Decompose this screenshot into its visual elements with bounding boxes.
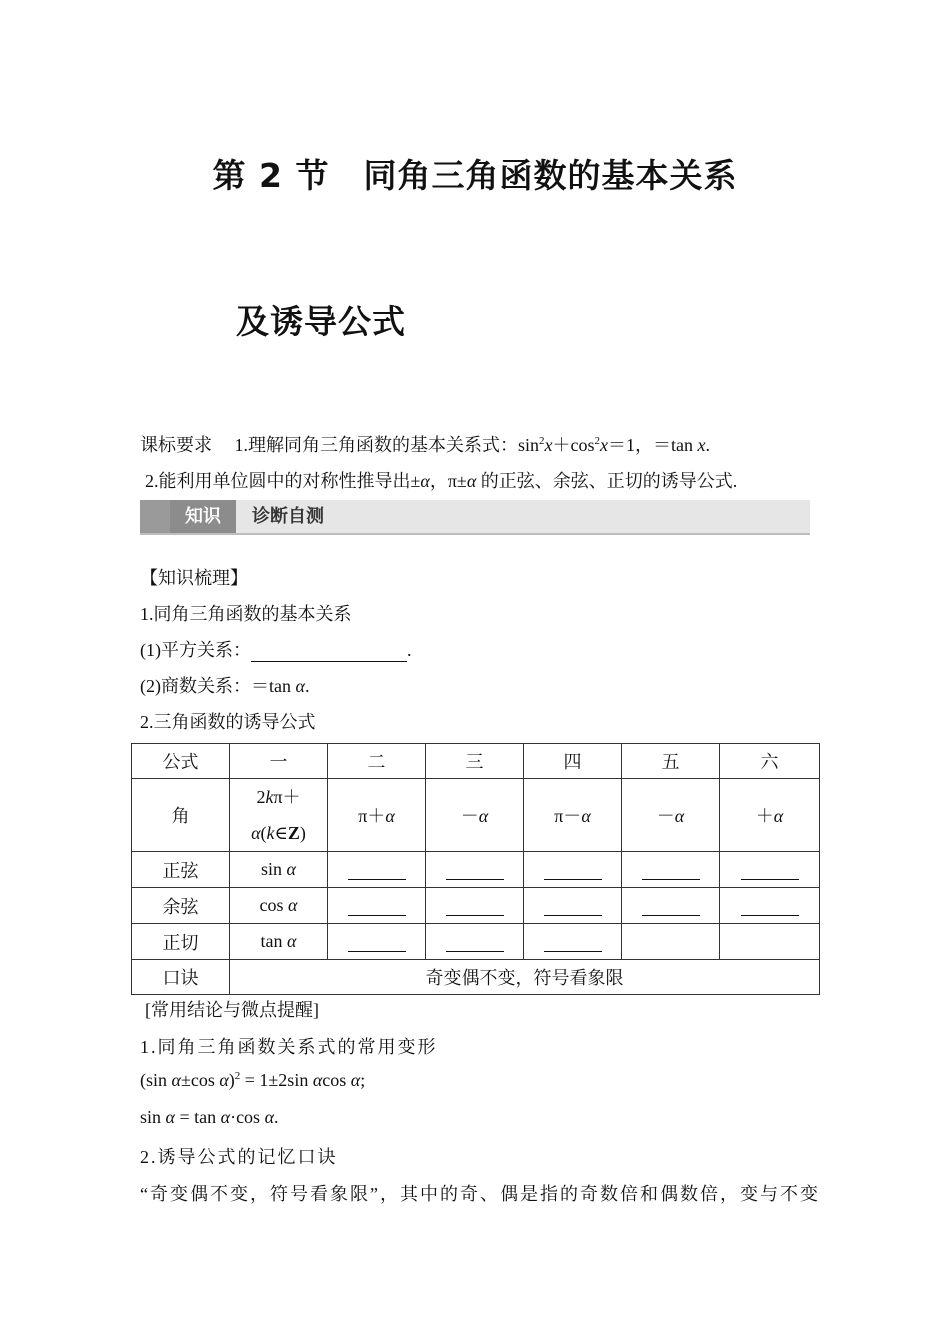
section-banner <box>140 500 810 535</box>
row-label-mnemonic: 口诀 <box>132 960 230 995</box>
answer-cell <box>426 924 524 960</box>
tan-cell: tan α <box>230 924 328 960</box>
angle-cell: ＋α <box>720 779 820 852</box>
table-row <box>132 924 820 960</box>
sin-cell: sin α <box>230 852 328 888</box>
banner-tag: 知识 <box>170 500 236 533</box>
table-row <box>132 960 820 995</box>
angle-cell: π＋α <box>328 779 426 852</box>
requirement-label: 课标要求 <box>140 435 212 455</box>
page-title-continued: 及诱导公式 <box>236 302 406 341</box>
requirement-line-2: 2.能利用单位圆中的对称性推导出±α，π±α 的正弦、余弦、正切的诱导公式. <box>145 471 738 491</box>
answer-cell <box>328 924 426 960</box>
square-relation: (1)平方关系： . <box>140 640 412 660</box>
table-row <box>132 779 820 852</box>
banner-accent <box>140 500 170 533</box>
answer-blank <box>251 641 407 662</box>
table-header-cell: 五 <box>622 744 720 779</box>
table-header-cell: 二 <box>328 744 426 779</box>
table-row <box>132 744 820 779</box>
answer-cell <box>622 852 720 888</box>
formula-2: sin α = tan α·cos α. <box>140 1107 279 1127</box>
table-header-cell: 四 <box>524 744 622 779</box>
table-row <box>132 888 820 924</box>
angle-cell: －α <box>622 779 720 852</box>
requirement-line-1: 课标要求 1.理解同角三角函数的基本关系式：$\sin^2x+\cos^2x=1$，＝tan x. <box>140 435 711 455</box>
table-header-cell: 三 <box>426 744 524 779</box>
answer-cell <box>622 888 720 924</box>
row-label-sin: 正弦 <box>132 852 230 888</box>
induction-formula-table <box>131 743 820 995</box>
heading-induction-formulas: 2.三角函数的诱导公式 <box>140 712 316 732</box>
cos-cell: cos α <box>230 888 328 924</box>
answer-cell <box>328 888 426 924</box>
row-label-cos: 余弦 <box>132 888 230 924</box>
table-row <box>132 852 820 888</box>
answer-cell <box>426 888 524 924</box>
heading-mnemonic: 2.诱导公式的记忆口诀 <box>140 1147 338 1167</box>
section-knowledge: 【知识梳理】 <box>140 568 248 588</box>
heading-common-forms: 1.同角三角函数关系式的常用变形 <box>140 1037 438 1057</box>
table-header-cell: 一 <box>230 744 328 779</box>
page-title: 第 2 节 同角三角函数的基本关系 <box>212 156 738 195</box>
table-header-cell: 六 <box>720 744 820 779</box>
empty-cell <box>622 924 720 960</box>
angle-cell: π－α <box>524 779 622 852</box>
answer-cell <box>720 888 820 924</box>
heading-basic-relations: 1.同角三角函数的基本关系 <box>140 604 352 624</box>
row-label-tan: 正切 <box>132 924 230 960</box>
section-common-conclusions: [常用结论与微点提醒] <box>145 1000 319 1020</box>
quotient-relation: (2)商数关系：＝tan α. <box>140 676 310 696</box>
answer-cell <box>426 852 524 888</box>
table-header-cell: 公式 <box>132 744 230 779</box>
answer-cell <box>328 852 426 888</box>
square-relation-label: (1)平方关系： <box>140 640 251 660</box>
empty-cell <box>720 924 820 960</box>
mnemonic-explanation: “奇变偶不变，符号看象限”，其中的奇、偶是指的奇数倍和偶数倍，变与不变 <box>140 1184 820 1204</box>
banner-text: 诊断自测 <box>252 506 324 527</box>
answer-cell <box>524 888 622 924</box>
answer-cell <box>720 852 820 888</box>
mnemonic-cell: 奇变偶不变，符号看象限 <box>230 960 820 995</box>
angle-cell: －α <box>426 779 524 852</box>
answer-cell <box>524 924 622 960</box>
answer-cell <box>524 852 622 888</box>
row-label-angle: 角 <box>132 779 230 852</box>
angle-cell: 2kπ＋ α(k∈Z) <box>230 779 328 852</box>
formula-1: (sin α±cos α)$^2$ = 1±2sin αcos α; <box>140 1070 366 1090</box>
